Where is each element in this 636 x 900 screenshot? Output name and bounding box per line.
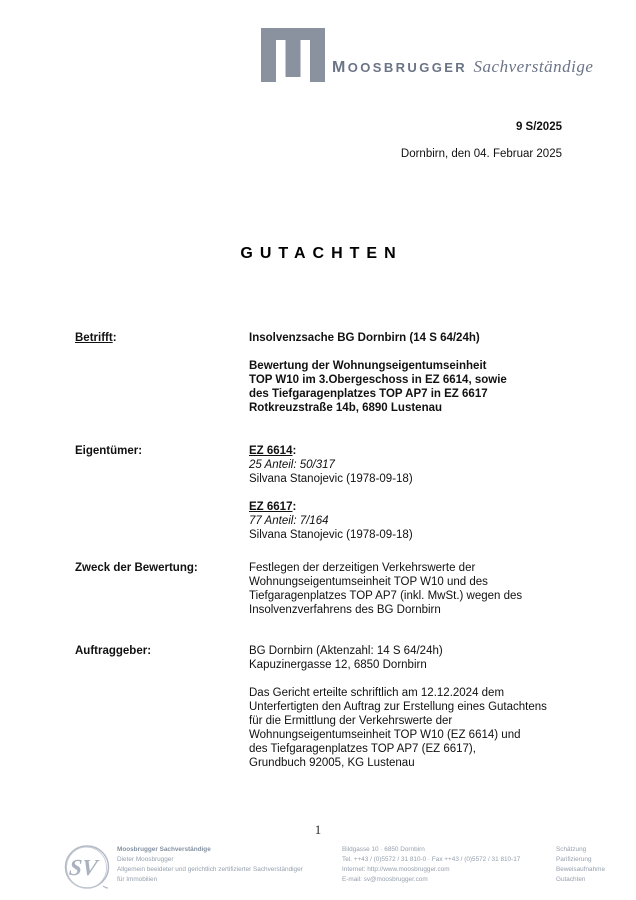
text-line: [249, 444, 589, 458]
footer-line: Allgemein beeideter und gerichtlich zertifizierter Sachverständiger: [117, 866, 303, 873]
text-run: EZ 6614: [249, 445, 293, 457]
section-value: [249, 561, 589, 617]
text-line: [249, 686, 589, 700]
footer-services-column: [556, 845, 632, 885]
section-label: [75, 331, 117, 345]
text-run: des Tiefgaragenplatzes TOP AP7 in EZ 6617: [249, 388, 488, 400]
text-run: EZ 6617: [249, 501, 293, 513]
text-line: [249, 658, 589, 672]
dateline: Dornbirn, den 04. Februar 2025: [400, 148, 562, 160]
text-run: Insolvenzsache BG Dornbirn (14 S 64/24h): [249, 332, 480, 344]
text-line: [249, 714, 589, 728]
text-line: [249, 331, 589, 345]
text-run: Betrifft: [75, 332, 113, 344]
text-line: [249, 700, 589, 714]
section-value: [249, 331, 589, 415]
footer-line: Beweisaufnahme: [556, 866, 606, 873]
text-line: [249, 387, 589, 401]
text-run: Insolvenzverfahrens des BG Dornbirn: [249, 604, 441, 616]
brand-suffix: Sachverständige: [473, 57, 594, 76]
text-line: [249, 472, 589, 486]
text-line: [249, 500, 589, 514]
sv-badge-text: SV: [68, 854, 99, 880]
sv-logo: [63, 842, 111, 894]
text-run: Grundbuch 92005, KG Lustenau: [249, 757, 415, 769]
text-run: TOP W10 im 3.Obergeschoss in EZ 6614, sowie: [249, 374, 507, 386]
text-run: Das Gericht erteilte schriftlich am 12.12.2024 dem: [249, 687, 505, 699]
text-run: Silvana Stanojevic (1978-09-18): [249, 529, 413, 541]
footer-line: für Immobilien: [117, 876, 158, 883]
moosbrugger-logo-mark: [261, 28, 325, 82]
text-line: [249, 359, 589, 373]
footer-contact-column: [342, 845, 556, 885]
text-run: 77 Anteil: 7/164: [249, 515, 329, 527]
text-block: [249, 444, 589, 486]
text-run: Zweck der Bewertung:: [75, 562, 198, 574]
text-run: Unterfertigten den Auftrag zur Erstellung eines Gutachtens: [249, 701, 547, 713]
brand-name-initial: M: [332, 59, 348, 76]
text-run: 25 Anteil: 50/317: [249, 459, 335, 471]
text-block: [249, 359, 589, 415]
text-run: Rotkreuzstraße 14b, 6890 Lustenau: [249, 402, 443, 414]
text-line: [249, 373, 589, 387]
text-run: Auftraggeber:: [75, 645, 152, 657]
footer-line: Internet: http://www.moosbrugger.com: [342, 866, 450, 873]
text-block: [249, 686, 589, 770]
text-run: Eigentümer:: [75, 445, 143, 457]
text-run: :: [292, 445, 297, 457]
footer-line: Schätzung: [556, 846, 587, 853]
footer-line: Dieter Moosbrugger: [117, 856, 174, 863]
page-number: 1: [314, 823, 322, 837]
brand-text: [332, 57, 593, 82]
footer-firm-column: [117, 845, 342, 885]
brand-name-rest: OOSBRUGGER: [347, 60, 468, 75]
section-label: [75, 644, 151, 658]
text-line: [249, 603, 589, 617]
section-value: [249, 444, 589, 542]
text-line: [249, 458, 589, 472]
text-line: [249, 644, 589, 658]
brand-name: [332, 60, 467, 75]
footer-line: Tel. ++43 / (0)5572 / 31 810-0 · Fax ++43 / (0)5572 / 31 810-17: [342, 856, 521, 863]
footer: [0, 842, 636, 898]
footer-line: Gutachten: [556, 876, 586, 883]
text-run: Silvana Stanojevic (1978-09-18): [249, 473, 413, 485]
text-line: [249, 742, 589, 756]
footer-line: Parifizierung: [556, 856, 592, 863]
text-line: [249, 575, 589, 589]
text-run: :: [292, 501, 297, 513]
letterhead: [261, 28, 593, 82]
text-line: [249, 528, 589, 542]
text-block: [249, 500, 589, 542]
footer-firm-name: Moosbrugger Sachverständige: [117, 846, 211, 853]
text-run: Festlegen der derzeitigen Verkehrswerte der: [249, 562, 476, 574]
text-run: :: [112, 332, 117, 344]
text-run: Wohnungseigentumseinheit TOP W10 (EZ 6614) und: [249, 729, 521, 741]
text-line: [249, 756, 589, 770]
text-line: [249, 561, 589, 575]
file-reference: 9 S/2025: [515, 121, 562, 133]
text-line: [249, 589, 589, 603]
section-value: [249, 644, 589, 770]
text-run: BG Dornbirn (Aktenzahl: 14 S 64/24h): [249, 645, 443, 657]
text-run: für die Ermittlung der Verkehrswerte der: [249, 715, 453, 727]
section-label: [75, 561, 198, 575]
text-run: Tiefgaragenplatzes TOP AP7 (inkl. MwSt.) wegen des: [249, 590, 523, 602]
text-run: des Tiefgaragenplatzes TOP AP7 (EZ 6617),: [249, 743, 476, 755]
footer-line: E-mail: sv@moosbrugger.com: [342, 876, 428, 883]
section-label: [75, 444, 142, 458]
text-run: Bewertung der Wohnungseigentumseinheit: [249, 360, 487, 372]
footer-firm-lines: [117, 855, 342, 885]
text-line: [249, 728, 589, 742]
text-run: Wohnungseigentumseinheit TOP W10 und des: [249, 576, 488, 588]
text-block: [249, 561, 589, 617]
footer-line: Bildgasse 10 · 6850 Dornbirn: [342, 846, 425, 853]
text-block: [249, 644, 589, 672]
document-title: GUTACHTEN: [240, 245, 403, 262]
text-line: [249, 401, 589, 415]
text-block: [249, 331, 589, 345]
text-run: Kapuzinergasse 12, 6850 Dornbirn: [249, 659, 427, 671]
text-line: [249, 514, 589, 528]
